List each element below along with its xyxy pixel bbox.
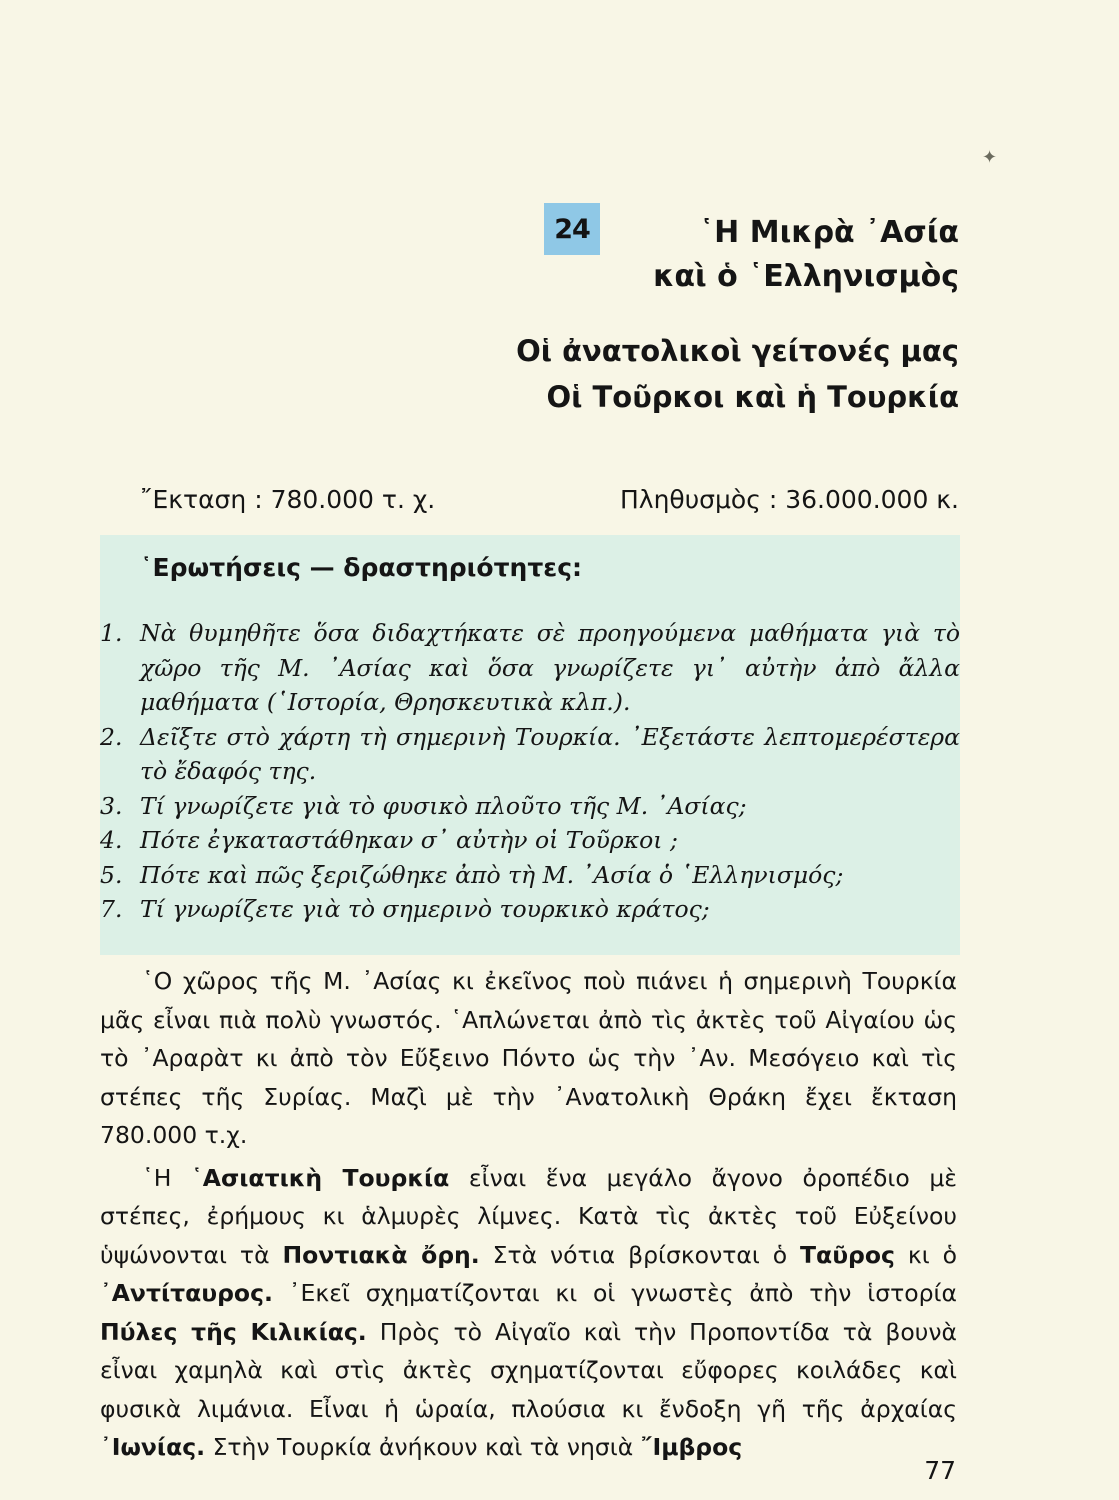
lesson-title-line-1: ῾Η Μικρὰ ᾿Ασία: [699, 215, 959, 250]
question-item: [100, 858, 960, 893]
question-number: 4.: [100, 826, 123, 854]
text-run: κι ὁ: [894, 1240, 957, 1269]
question-item: [100, 892, 960, 927]
question-text: Δεῖξτε στὸ χάρτη τὴ σημερινὴ Τουρκία. ᾿Εξετάστε λεπτομερέστερα τὸ ἔδαφός της.: [140, 722, 960, 785]
bold-term-imbros: ῎Ιμβρος: [640, 1433, 743, 1461]
question-item: [100, 720, 960, 789]
question-text: Πότε καὶ πῶς ξεριζώθηκε ἀπὸ τὴ Μ. ᾿Ασία ὁ ῾Ελληνισμός;: [140, 860, 844, 889]
text-run: ῾Η: [142, 1163, 192, 1192]
bold-term-pontic-mountains: Ποντιακὰ ὄρη.: [282, 1240, 480, 1269]
question-number: 3.: [100, 791, 123, 820]
text-run: Πρὸς τὸ Αἰγαῖο καὶ τὴν Προποντίδα τὰ βουνὰ εἶναι χαμηλὰ καὶ στὶς ἀκτὲς σχηματίζονται εὔφορες κοιλάδες καὶ φυσικὰ λιμάνια. Εἶναι ἡ ὡραία, πλούσια κι ἔνδοξη γῆ τῆς ἀρχαίας: [100, 1317, 957, 1423]
question-text: Τί γνωρίζετε γιὰ τὸ φυσικὸ πλοῦτο τῆς Μ. ᾿Ασίας;: [140, 791, 747, 820]
question-text: Νὰ θυμηθῆτε ὅσα διδαχτήκατε σὲ προηγούμενα μαθήματα γιὰ τὸ χῶρο τῆς Μ. ᾿Ασίας καὶ ὅσα γνωρίζετε γι᾿ αὐτὴν ἀπὸ ἄλλα μαθήματα (῾Ιστορία, Θρησκευτικὰ κλπ.).: [140, 619, 960, 716]
bold-term-asiatic-turkey: ῾Ασιατικὴ Τουρκία: [191, 1163, 450, 1192]
body-paragraph-2: [100, 1159, 957, 1467]
text-run: εἶναι ἕνα μεγάλο ἄγονο ὀροπέδιο μὲ στέπες, ἐρήμους κι ἁλμυρὲς λίμνες. Κατὰ τὶς ἀκτὲς τοῦ Εὐξείνου ὑψώνονται τὰ: [100, 1163, 957, 1269]
questions-heading: ῾Ερωτήσεις — δραστηριότητες:: [140, 553, 583, 582]
page-number: 77: [924, 1456, 956, 1485]
body-text: [100, 962, 957, 1467]
text-run: Στὴν Τουρκία ἀνήκουν καὶ τὰ νησιὰ: [205, 1433, 641, 1461]
bold-term-ionia: ᾿Ιωνίας.: [100, 1433, 206, 1461]
area-stat: ῎Εκταση : 780.000 τ. χ.: [140, 485, 436, 514]
bold-term-taurus: Ταῦρος: [800, 1240, 895, 1269]
lesson-subtitle-line-2: Οἱ Τοῦρκοι καὶ ἡ Τουρκία: [546, 380, 959, 414]
question-item: [100, 823, 960, 858]
page-speck-mark: ✦: [982, 147, 998, 168]
question-number: 7.: [100, 895, 123, 923]
population-stat: Πληθυσμὸς : 36.000.000 κ.: [619, 485, 959, 514]
question-text: Πότε ἐγκαταστάθηκαν σ᾿ αὐτὴν οἱ Τοῦρκοι ;: [140, 826, 678, 854]
question-text: Τί γνωρίζετε γιὰ τὸ σημερινὸ τουρκικὸ κράτος;: [140, 895, 710, 923]
text-run: Στὰ νότια βρίσκονται ὁ: [479, 1240, 801, 1269]
text-run: ᾿Εκεῖ σχηματίζονται κι οἱ γνωστὲς ἀπὸ τὴν ἱστορία: [272, 1279, 957, 1307]
bold-term-cilician-gates: Πύλες τῆς Κιλικίας.: [100, 1317, 367, 1346]
questions-list: [100, 616, 960, 927]
question-item: [100, 616, 960, 720]
bold-term-antitaurus: ᾿Αντίταυρος.: [100, 1279, 273, 1307]
question-number: 1.: [100, 619, 123, 647]
question-number: 2.: [100, 722, 123, 751]
question-number: 5.: [100, 860, 123, 889]
body-paragraph-1: ῾Ο χῶρος τῆς Μ. ᾿Ασίας κι ἐκεῖνος ποὺ πιάνει ἡ σημερινὴ Τουρκία μᾶς εἶναι πιὰ πολὺ γνωστός. ῾Απλώνεται ἀπὸ τὶς ἀκτὲς τοῦ Αἰγαίου ὡς τὸ ᾿Αραρὰτ κι ἀπὸ τὸν Εὔξεινο Πόντο ὡς τὴν ᾿Αν. Μεσόγειο καὶ τὶς στέπες τῆς Συρίας. Μαζὶ μὲ τὴν ᾿Ανατολικὴ Θράκη ἔχει ἔκταση 780.000 τ.χ.: [100, 967, 957, 1149]
question-item: [100, 789, 960, 824]
lesson-number-badge: 24: [544, 203, 600, 255]
lesson-title-line-2: καὶ ὁ ῾Ελληνισμὸς: [653, 259, 959, 294]
lesson-subtitle-line-1: Οἱ ἀνατολικοὶ γείτονές μας: [516, 334, 959, 368]
